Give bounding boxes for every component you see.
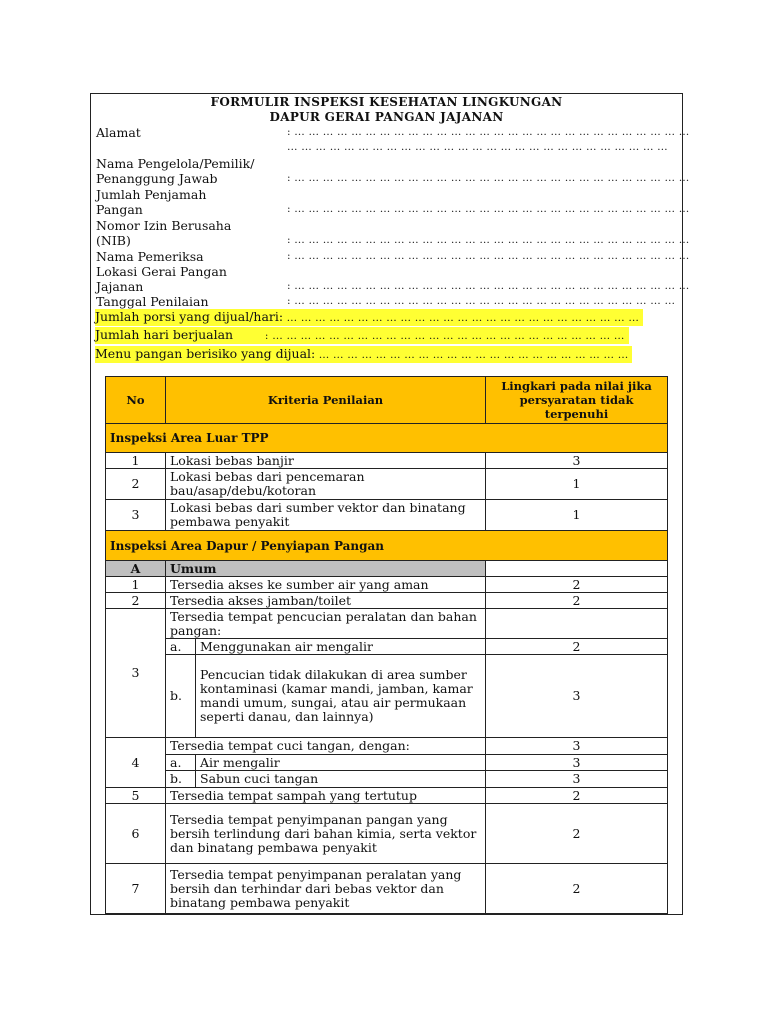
- field-alamat-line1[interactable]: : … … … … … … … … … … … … … … … … … … … … … … … … … … … …: [287, 126, 690, 138]
- row-value[interactable]: 1: [486, 500, 668, 531]
- inspection-form: [90, 93, 690, 915]
- field-menu[interactable]: … … … … … … … … … … … … … … … … … … … … … …: [315, 349, 629, 361]
- subrow-letter: a.: [166, 755, 196, 771]
- row-value[interactable]: 3: [486, 755, 668, 771]
- field-tanggal[interactable]: : … … … … … … … … … … … … … … … … … … … … … … … … … … …: [287, 295, 676, 307]
- label-porsi: Jumlah porsi yang dijual/hari:: [95, 309, 284, 324]
- table-row: [106, 469, 668, 500]
- row-no: 3: [106, 500, 166, 531]
- label-hari: Jumlah hari berjualan: [95, 327, 234, 342]
- table-row: [106, 453, 668, 469]
- table-row: [106, 577, 668, 593]
- label-menu: Menu pangan berisiko yang dijual:: [95, 346, 316, 361]
- row-value[interactable]: 3: [486, 738, 668, 755]
- subrow-letter: b.: [166, 771, 196, 788]
- row-value[interactable]: 2: [486, 639, 668, 655]
- row-text: Lokasi bebas dari sumber vektor dan binatang pembawa penyakit: [166, 500, 486, 531]
- table-subrow: [106, 755, 668, 771]
- label-penjamah: Jumlah Penjamah: [96, 187, 207, 202]
- header-no: No: [106, 377, 166, 424]
- row-text: Lokasi bebas banjir: [166, 453, 486, 469]
- field-nib[interactable]: : … … … … … … … … … … … … … … … … … … … … … … … … … … … …: [287, 234, 690, 246]
- row-no: 6: [106, 804, 166, 864]
- table-row: [106, 593, 668, 609]
- table-row: [106, 804, 668, 864]
- row-no: 1: [106, 577, 166, 593]
- table-row: [106, 738, 668, 755]
- row-value[interactable]: 2: [486, 593, 668, 609]
- row-no: 5: [106, 788, 166, 804]
- row-no: 3: [106, 609, 166, 738]
- subsection-empty: [486, 561, 668, 577]
- section-title: Inspeksi Area Luar TPP: [106, 424, 668, 453]
- field-penjamah[interactable]: : … … … … … … … … … … … … … … … … … … … … … … … … … … … …: [287, 203, 690, 215]
- row-text: Tersedia tempat penyimpanan peralatan yang bersih dan terhindar dari bebas vektor dan binatang pembawa penyakit: [166, 864, 486, 914]
- subrow-letter: b.: [166, 655, 196, 738]
- row-value[interactable]: 2: [486, 788, 668, 804]
- field-pengelola[interactable]: : … … … … … … … … … … … … … … … … … … … … … … … … … … … …: [287, 172, 690, 184]
- row-text: Tersedia tempat penyimpanan pangan yang bersih terlindung dari bahan kimia, serta vektor dan binatang pembawa penyakit: [166, 804, 486, 864]
- highlight-hari: [95, 327, 629, 344]
- table-subrow: [106, 771, 668, 788]
- field-porsi[interactable]: … … … … … … … … … … … … … … … … … … … … … … … … …: [283, 312, 640, 324]
- subsection-row: [106, 561, 668, 577]
- label-nib: Nomor Izin Berusaha: [96, 218, 232, 233]
- table-row: [106, 788, 668, 804]
- row-value[interactable]: 2: [486, 804, 668, 864]
- subrow-text: Pencucian tidak dilakukan di area sumber kontaminasi (kamar mandi, jamban, kamar mandi umum, sungai, atau air permukaan seperti danau, dan lainnya): [196, 655, 486, 738]
- row-no: 4: [106, 738, 166, 788]
- label-pengelola: Nama Pengelola/Pemilik/: [96, 156, 255, 171]
- label-nib-2: (NIB): [96, 233, 131, 248]
- label-alamat: Alamat: [96, 125, 141, 140]
- field-pemeriksa[interactable]: : … … … … … … … … … … … … … … … … … … … … … … … … … … … …: [287, 250, 690, 262]
- label-pemeriksa: Nama Pemeriksa: [96, 249, 204, 264]
- row-value[interactable]: 2: [486, 864, 668, 914]
- row-text: Lokasi bebas dari pencemaran bau/asap/debu/kotoran: [166, 469, 486, 500]
- row-value[interactable]: 1: [486, 469, 668, 500]
- label-lokasi: Lokasi Gerai Pangan: [96, 264, 227, 279]
- criteria-table: [105, 376, 668, 914]
- table-subrow: [106, 639, 668, 655]
- table-row: [106, 864, 668, 914]
- label-lokasi-2: Jajanan: [96, 279, 144, 294]
- label-pengelola-2: Penanggung Jawab: [96, 171, 218, 186]
- field-hari[interactable]: : … … … … … … … … … … … … … … … … … … … … … … … … …: [233, 330, 625, 342]
- highlight-menu: [95, 346, 632, 363]
- table-row: [106, 500, 668, 531]
- table-header: [106, 377, 668, 424]
- form-subtitle: DAPUR GERAI PANGAN JAJANAN: [269, 110, 504, 124]
- row-value-empty: [486, 609, 668, 639]
- row-text: Tersedia tempat cuci tangan, dengan:: [166, 738, 486, 755]
- field-alamat-line2[interactable]: … … … … … … … … … … … … … … … … … … … … … … … … … … …: [287, 141, 668, 153]
- row-no: 2: [106, 469, 166, 500]
- label-tanggal: Tanggal Penilaian: [96, 294, 209, 309]
- table-row: [106, 609, 668, 639]
- subsection-title: Umum: [166, 561, 486, 577]
- subrow-letter: a.: [166, 639, 196, 655]
- row-value[interactable]: 3: [486, 453, 668, 469]
- header-kriteria: Kriteria Penilaian: [166, 377, 486, 424]
- subsection-letter: A: [106, 561, 166, 577]
- header-nilai: Lingkari pada nilai jika persyaratan tidak terpenuhi: [486, 377, 668, 424]
- subrow-text: Air mengalir: [196, 755, 486, 771]
- row-text: Tersedia tempat pencucian peralatan dan bahan pangan:: [166, 609, 486, 639]
- row-value[interactable]: 2: [486, 577, 668, 593]
- row-text: Tersedia tempat sampah yang tertutup: [166, 788, 486, 804]
- section-row: [106, 424, 668, 453]
- field-lokasi[interactable]: : … … … … … … … … … … … … … … … … … … … … … … … … … … … …: [287, 280, 690, 292]
- label-penjamah-2: Pangan: [96, 202, 143, 217]
- subrow-text: Sabun cuci tangan: [196, 771, 486, 788]
- row-value[interactable]: 3: [486, 771, 668, 788]
- row-no: 7: [106, 864, 166, 914]
- table-subrow: [106, 655, 668, 738]
- row-no: 2: [106, 593, 166, 609]
- highlight-porsi: [95, 309, 643, 326]
- subrow-text: Menggunakan air mengalir: [196, 639, 486, 655]
- row-no: 1: [106, 453, 166, 469]
- section-title: Inspeksi Area Dapur / Penyiapan Pangan: [106, 531, 668, 561]
- row-value[interactable]: 3: [486, 655, 668, 738]
- row-text: Tersedia akses ke sumber air yang aman: [166, 577, 486, 593]
- form-title: FORMULIR INSPEKSI KESEHATAN LINGKUNGAN: [210, 95, 563, 109]
- row-text: Tersedia akses jamban/toilet: [166, 593, 486, 609]
- section-row: [106, 531, 668, 561]
